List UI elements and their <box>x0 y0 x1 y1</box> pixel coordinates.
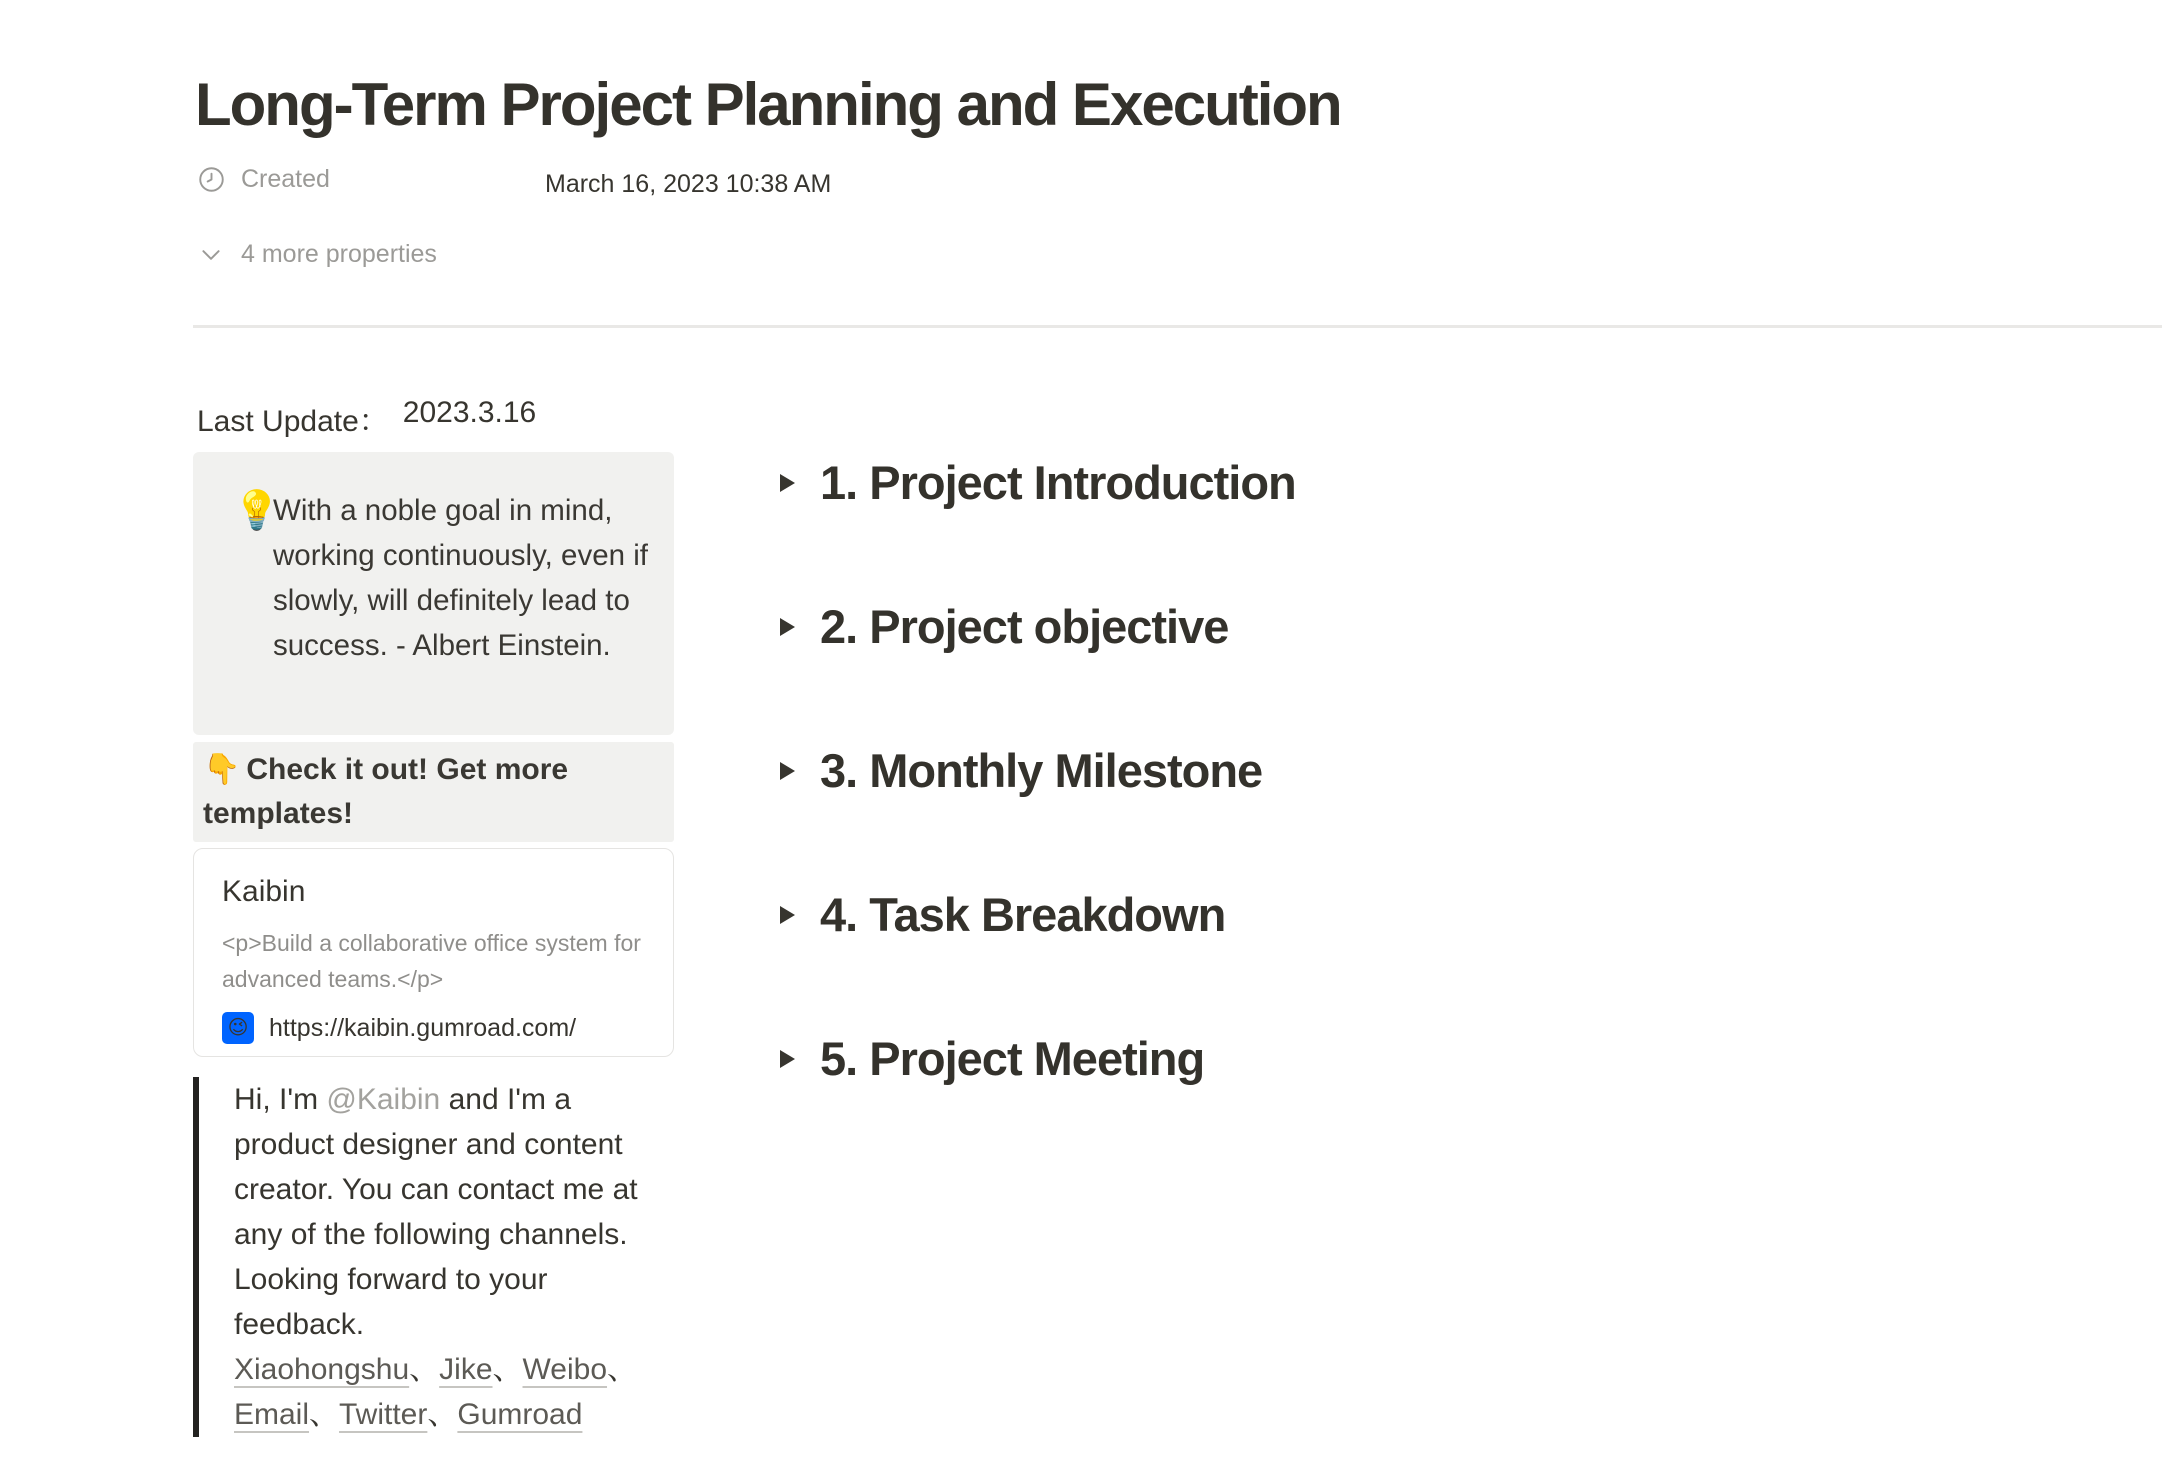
link-separator: 、 <box>409 1353 440 1386</box>
toggle-triangle-icon[interactable] <box>780 906 795 924</box>
more-properties-row[interactable] <box>197 240 437 269</box>
table-of-contents <box>780 451 1296 1171</box>
divider <box>193 325 2162 328</box>
lightbulb-emoji: 💡 <box>233 490 281 532</box>
bookmark-favicon-icon <box>222 1012 254 1044</box>
heading-label[interactable]: 3. Monthly Milestone <box>820 743 1263 797</box>
quote-block <box>193 1077 666 1437</box>
heading-label[interactable]: 5. Project Meeting <box>820 1031 1205 1085</box>
heading-label[interactable]: 1. Project Introduction <box>820 455 1296 509</box>
heading-label[interactable]: 4. Task Breakdown <box>820 887 1226 941</box>
highlight-text: Check it out! Get more templates! <box>203 753 569 830</box>
toggle-heading-2[interactable] <box>780 595 1296 657</box>
toggle-triangle-icon[interactable] <box>780 1050 795 1068</box>
link-email[interactable]: Email <box>234 1398 310 1431</box>
toggle-heading-3[interactable] <box>780 739 1296 801</box>
bookmark-card[interactable] <box>193 848 674 1057</box>
callout-block <box>193 452 674 735</box>
quote-text-pre: Hi, I'm <box>234 1083 327 1116</box>
mention-kaibin[interactable]: @Kaibin <box>326 1083 441 1116</box>
toggle-heading-4[interactable] <box>780 883 1296 945</box>
link-gumroad[interactable]: Gumroad <box>457 1398 583 1431</box>
link-weibo[interactable]: Weibo <box>522 1353 608 1386</box>
bookmark-title: Kaibin <box>222 875 306 908</box>
page-title[interactable]: Long-Term Project Planning and Execution <box>195 71 1341 139</box>
property-row-created[interactable] <box>197 165 330 194</box>
quote-text-post: and I'm a product designer and content creator. You can contact me at any of the following channels. Looking forward to your feedback. <box>234 1083 638 1341</box>
more-properties-label: 4 more properties <box>241 240 437 268</box>
toggle-triangle-icon[interactable] <box>780 618 795 636</box>
link-xiaohongshu[interactable]: Xiaohongshu <box>234 1353 410 1386</box>
quote-text <box>234 1077 672 1437</box>
favicon-emoji: 😉 <box>227 1017 249 1039</box>
last-update-value: 2023.3.16 <box>402 396 537 429</box>
toggle-heading-5[interactable] <box>780 1027 1296 1089</box>
last-update-line <box>197 396 536 440</box>
callout-text: With a noble goal in mind, working continuously, even if slowly, will definitely lead to success. - Albert Einstein. <box>273 494 648 662</box>
heading-label[interactable]: 2. Project objective <box>820 599 1229 653</box>
link-twitter[interactable]: Twitter <box>339 1398 428 1431</box>
pointing-down-emoji: 👇 <box>203 753 241 786</box>
bookmark-description: <p>Build a collaborative office system for advanced teams.</p> <box>222 930 641 992</box>
chevron-down-icon <box>197 241 225 269</box>
last-update-label: Last Update： <box>197 405 389 438</box>
link-jike[interactable]: Jike <box>439 1353 493 1386</box>
link-separator: 、 <box>427 1398 458 1431</box>
link-separator: 、 <box>607 1353 638 1386</box>
toggle-triangle-icon[interactable] <box>780 474 795 492</box>
bookmark-url: https://kaibin.gumroad.com/ <box>269 1013 577 1042</box>
bookmark-url-row <box>222 1012 645 1044</box>
clock-icon <box>197 166 225 194</box>
created-value[interactable]: March 16, 2023 10:38 AM <box>545 170 832 198</box>
link-separator: 、 <box>309 1398 340 1431</box>
highlight-block <box>193 742 674 842</box>
toggle-triangle-icon[interactable] <box>780 762 795 780</box>
toggle-heading-1[interactable] <box>780 451 1296 513</box>
link-separator: 、 <box>492 1353 523 1386</box>
created-label: Created <box>241 165 330 193</box>
